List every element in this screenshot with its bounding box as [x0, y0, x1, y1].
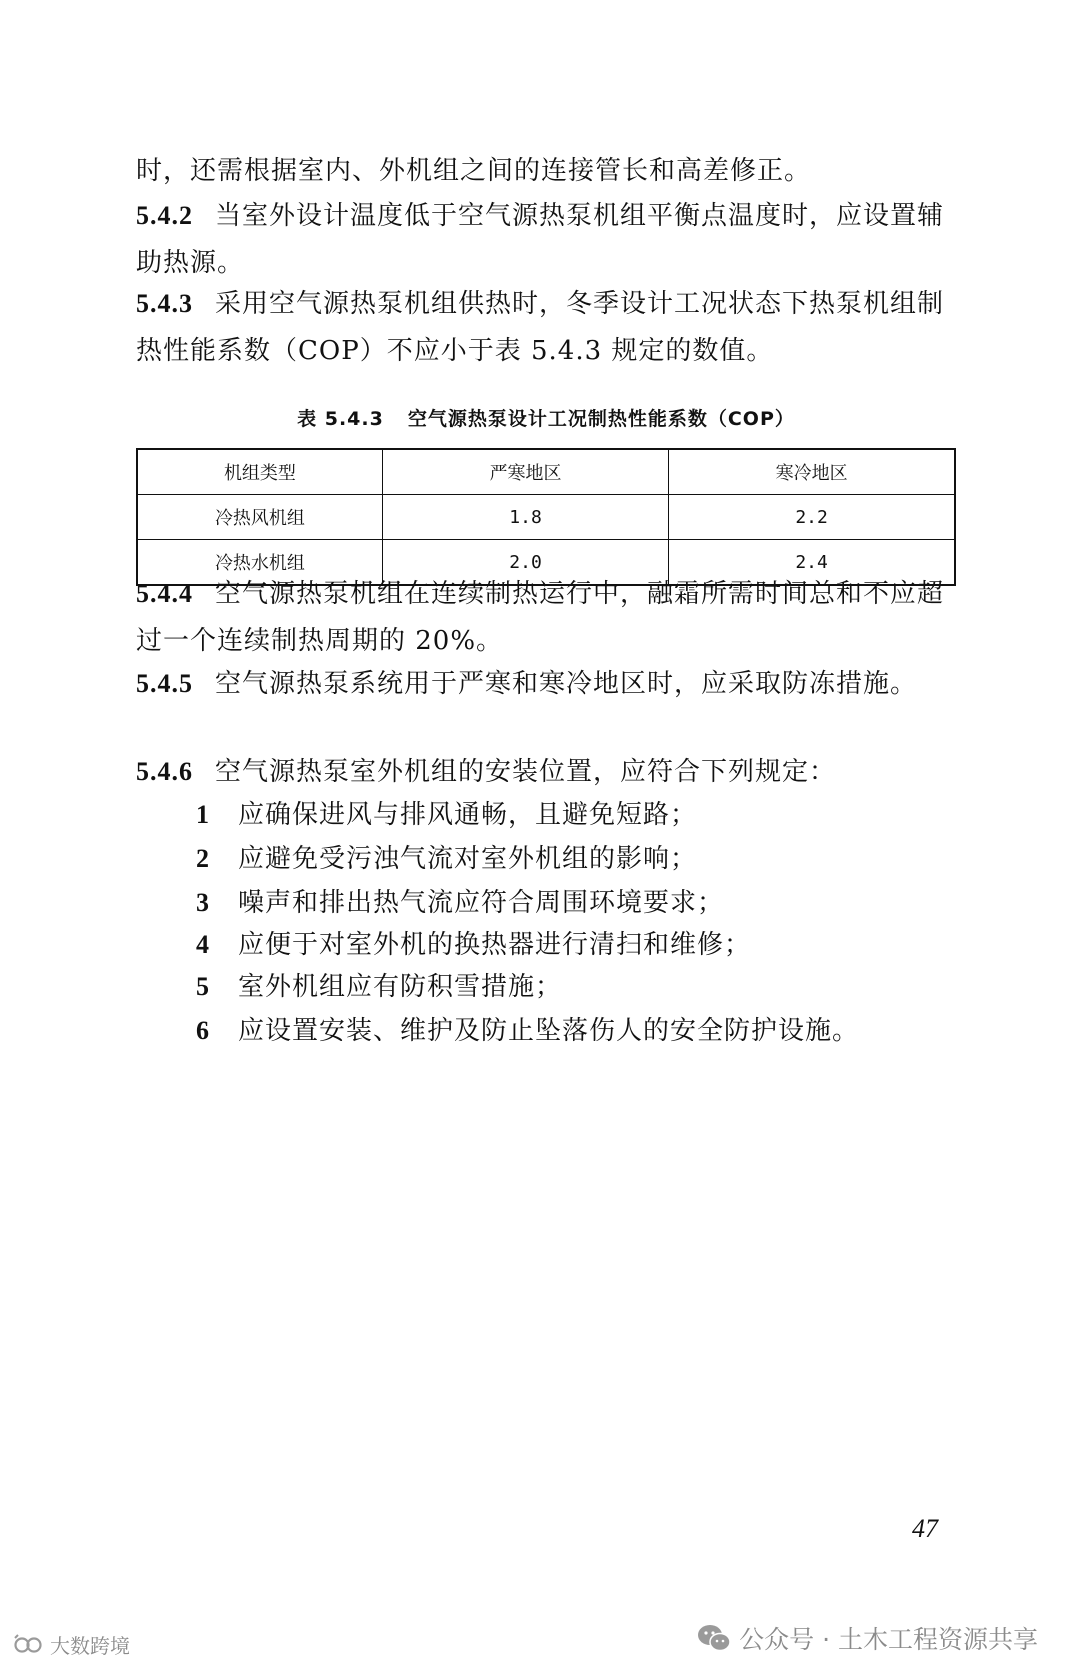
list-item-number: 3	[196, 888, 210, 917]
clause-5-4-6	[136, 748, 956, 796]
table-header-cell: 寒冷地区	[669, 449, 955, 495]
clause-text: 空气源热泵系统用于严寒和寒冷地区时，应采取防冻措施。	[215, 669, 918, 699]
list-item	[196, 792, 697, 838]
table-cell: 冷热水机组	[137, 540, 382, 586]
clause-number: 5.4.5	[136, 669, 193, 698]
table-header-cell: 机组类型	[137, 449, 382, 495]
list-item-number: 6	[196, 1016, 210, 1045]
table-caption	[136, 404, 956, 431]
clause-5-4-2	[136, 192, 956, 287]
clause-number: 5.4.3	[136, 289, 193, 318]
wechat-icon	[697, 1624, 731, 1652]
table-row	[137, 495, 955, 540]
list-item-text: 应设置安装、维护及防止坠落伤人的安全防护设施。	[238, 1016, 860, 1046]
list-item-number: 4	[196, 930, 210, 959]
table-cell: 2.2	[669, 495, 955, 540]
watermark-brand-text: 大数跨境	[50, 1634, 130, 1658]
watermark-brand	[14, 1630, 130, 1659]
list-item-text: 室外机组应有防积雪措施；	[238, 972, 563, 1002]
list-item	[196, 1008, 859, 1054]
clause-number: 5.4.4	[136, 579, 193, 608]
watermark-wechat	[697, 1620, 1038, 1656]
list-item	[196, 922, 751, 968]
list-item	[196, 964, 562, 1010]
clause-number: 5.4.6	[136, 757, 193, 786]
clause-text: 当室外设计温度低于空气源热泵机组平衡点温度时，应设置辅助热源。	[136, 201, 945, 278]
list-item	[196, 836, 697, 882]
table-header-cell: 严寒地区	[382, 449, 668, 495]
clause-number: 5.4.2	[136, 201, 193, 230]
table-header-row	[137, 449, 955, 495]
page-number: 47	[912, 1514, 938, 1543]
paragraph-text: 时，还需根据室内、外机组之间的连接管长和高差修正。	[136, 156, 812, 186]
list-item-text: 应避免受污浊气流对室外机组的影响；	[238, 844, 698, 874]
list-item-text: 噪声和排出热气流应符合周围环境要求；	[238, 888, 725, 918]
clause-5-4-4	[136, 570, 956, 665]
list-item	[196, 880, 724, 926]
table-cell: 1.8	[382, 495, 668, 540]
clause-text: 空气源热泵室外机组的安装位置，应符合下列规定：	[215, 757, 837, 787]
logo-icon	[14, 1634, 44, 1656]
cop-table	[136, 448, 956, 586]
clause-5-4-3	[136, 280, 956, 375]
list-item-text: 应便于对室外机的换热器进行清扫和维修；	[238, 930, 752, 960]
paragraph-continuation	[136, 148, 956, 195]
table-number: 表 5.4.3	[297, 408, 384, 430]
watermark-text: 公众号 · 土木工程资源共享	[739, 1625, 1038, 1654]
list-item-text: 应确保进风与排风通畅，且避免短路；	[238, 800, 698, 830]
list-item-number: 2	[196, 844, 210, 873]
clause-text: 空气源热泵机组在连续制热运行中，融霜所需时间总和不应超过一个连续制热周期的 20%。	[136, 579, 945, 656]
clause-text: 采用空气源热泵机组供热时，冬季设计工况状态下热泵机组制热性能系数（COP）不应小于表 5.4.3 规定的数值。	[136, 289, 945, 366]
table-cell: 冷热风机组	[137, 495, 382, 540]
table-cell: 2.0	[382, 540, 668, 586]
list-item-number: 1	[196, 800, 210, 829]
clause-5-4-5	[136, 660, 956, 708]
table-caption-text: 空气源热泵设计工况制热性能系数（COP）	[407, 408, 795, 430]
list-item-number: 5	[196, 972, 210, 1001]
table-cell: 2.4	[669, 540, 955, 586]
